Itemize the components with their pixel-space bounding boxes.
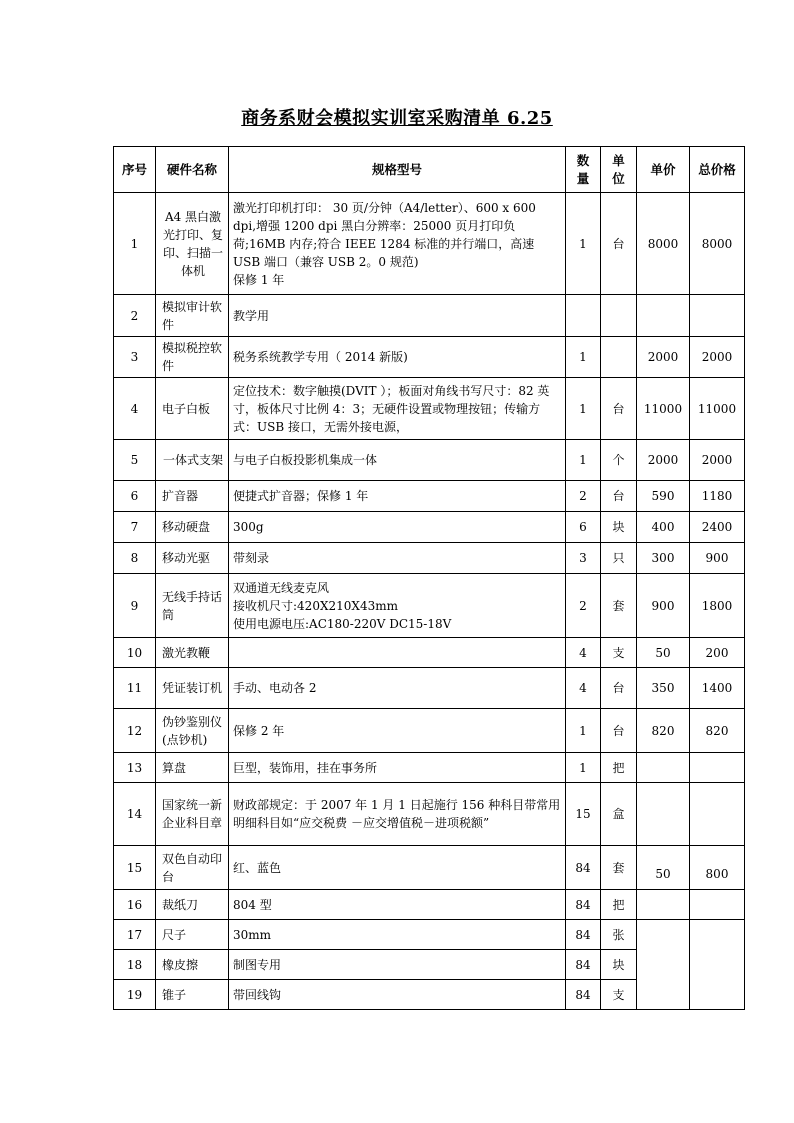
row-total: 1400 (690, 668, 745, 709)
row-total (690, 783, 745, 846)
row-unit: 把 (601, 890, 637, 920)
row-total: 1180 (690, 481, 745, 512)
row-spec: 红、蓝色 (229, 846, 566, 890)
header-qty: 数量 (566, 147, 601, 193)
row-index: 16 (114, 890, 156, 920)
row-name: 双色自动印台 (156, 846, 229, 890)
row-name: 模拟税控软件 (156, 337, 229, 378)
row-total: 200 (690, 638, 745, 668)
row-unit: 块 (601, 950, 637, 980)
row-name: A4 黑白激光打印、复印、扫描一体机 (156, 193, 229, 295)
row-spec: 带刻录 (229, 543, 566, 574)
row-name: 锥子 (156, 980, 229, 1010)
table-row (114, 295, 745, 337)
spec-line: 保修 1 年 (233, 272, 285, 287)
row-unit (601, 337, 637, 378)
table-row (114, 638, 745, 668)
table-row (114, 574, 745, 638)
row-index: 17 (114, 920, 156, 950)
row-qty: 2 (566, 481, 601, 512)
row-index: 6 (114, 481, 156, 512)
spec-line: 接收机尺寸:420X210X43mm (233, 598, 398, 613)
row-qty: 3 (566, 543, 601, 574)
row-qty: 2 (566, 574, 601, 638)
table-row (114, 890, 745, 920)
row-name: 橡皮擦 (156, 950, 229, 980)
row-spec: 财政部规定：于 2007 年 1 月 1 日起施行 156 种科目带常用明细科目如“应交税费 －应交增值税－进项税额” (229, 783, 566, 846)
row-price (637, 783, 690, 846)
row-price: 400 (637, 512, 690, 543)
row-qty: 84 (566, 950, 601, 980)
row-unit: 套 (601, 846, 637, 890)
table-row (114, 481, 745, 512)
row-spec: 804 型 (229, 890, 566, 920)
row-name: 算盘 (156, 753, 229, 783)
row-spec: 手动、电动各 2 (229, 668, 566, 709)
row-index: 8 (114, 543, 156, 574)
row-spec: 教学用 (229, 295, 566, 337)
row-spec: 300g (229, 512, 566, 543)
row-total: 1800 (690, 574, 745, 638)
row-unit: 台 (601, 378, 637, 440)
table-row (114, 846, 745, 890)
row-price: 11000 (637, 378, 690, 440)
table-row (114, 512, 745, 543)
row-unit: 盒 (601, 783, 637, 846)
header-row (114, 147, 745, 193)
row-price: 2000 (637, 337, 690, 378)
row-qty: 15 (566, 783, 601, 846)
table-row (114, 543, 745, 574)
row-unit: 台 (601, 481, 637, 512)
row-spec: 便捷式扩音器；保修 1 年 (229, 481, 566, 512)
row-total (690, 753, 745, 783)
row-name: 电子白板 (156, 378, 229, 440)
row-spec: 带回线钩 (229, 980, 566, 1010)
row-index: 1 (114, 193, 156, 295)
row-spec: 定位技术：数字触摸(DVIT ）；板面对角线书写尺寸：82 英寸，板体尺寸比例 4：3；无硬件设置或物理按钮；传输方式：USB 接口，无需外接电源， (229, 378, 566, 440)
row-spec (229, 574, 566, 638)
row-name: 移动硬盘 (156, 512, 229, 543)
row-unit: 套 (601, 574, 637, 638)
row-qty: 84 (566, 846, 601, 890)
row-qty: 4 (566, 668, 601, 709)
row-price: 590 (637, 481, 690, 512)
spec-line: 使用电源电压:AC180-220V DC15-18V (233, 616, 452, 631)
row-index: 13 (114, 753, 156, 783)
row-index: 5 (114, 440, 156, 481)
row-qty: 84 (566, 920, 601, 950)
row-name: 移动光驱 (156, 543, 229, 574)
row-qty: 1 (566, 753, 601, 783)
row-index: 10 (114, 638, 156, 668)
row-qty: 1 (566, 378, 601, 440)
row-spec: 税务系统教学专用（ 2014 新版) (229, 337, 566, 378)
row-name: 尺子 (156, 920, 229, 950)
row-total: 820 (690, 709, 745, 753)
row-qty (566, 295, 601, 337)
row-qty: 1 (566, 337, 601, 378)
row-price (637, 753, 690, 783)
row-total: 2400 (690, 512, 745, 543)
row-qty: 1 (566, 193, 601, 295)
row-price: 2000 (637, 440, 690, 481)
row-price: 350 (637, 668, 690, 709)
row-spec: 与电子白板投影机集成一体 (229, 440, 566, 481)
row-name: 凭证装订机 (156, 668, 229, 709)
row-price: 820 (637, 709, 690, 753)
row-total: 11000 (690, 378, 745, 440)
row-unit: 台 (601, 193, 637, 295)
header-name: 硬件名称 (156, 147, 229, 193)
row-name: 一体式支架 (156, 440, 229, 481)
row-index: 11 (114, 668, 156, 709)
row-total-merged (690, 920, 745, 1010)
row-qty: 4 (566, 638, 601, 668)
row-name: 模拟审计软件 (156, 295, 229, 337)
row-spec (229, 638, 566, 668)
row-qty: 1 (566, 440, 601, 481)
row-name: 国家统一新企业科目章 (156, 783, 229, 846)
row-price: 300 (637, 543, 690, 574)
row-name: 裁纸刀 (156, 890, 229, 920)
purchase-table (113, 146, 745, 1010)
row-price: 900 (637, 574, 690, 638)
header-unit: 单位 (601, 147, 637, 193)
table-row (114, 440, 745, 481)
row-total (690, 890, 745, 920)
row-index: 3 (114, 337, 156, 378)
row-unit (601, 295, 637, 337)
row-spec: 巨型，装饰用，挂在事务所 (229, 753, 566, 783)
row-total: 800 (690, 846, 745, 890)
row-price (637, 890, 690, 920)
row-unit: 支 (601, 638, 637, 668)
row-index: 2 (114, 295, 156, 337)
header-total: 总价格 (690, 147, 745, 193)
row-name: 无线手持话筒 (156, 574, 229, 638)
row-index: 9 (114, 574, 156, 638)
row-qty: 84 (566, 890, 601, 920)
row-price (637, 295, 690, 337)
row-total: 8000 (690, 193, 745, 295)
row-total: 2000 (690, 440, 745, 481)
row-spec: 制图专用 (229, 950, 566, 980)
row-unit: 个 (601, 440, 637, 481)
header-spec: 规格型号 (229, 147, 566, 193)
row-qty: 6 (566, 512, 601, 543)
row-qty: 1 (566, 709, 601, 753)
row-total: 2000 (690, 337, 745, 378)
table-row (114, 337, 745, 378)
row-index: 14 (114, 783, 156, 846)
row-total: 900 (690, 543, 745, 574)
table-row (114, 753, 745, 783)
row-unit: 把 (601, 753, 637, 783)
row-name: 扩音器 (156, 481, 229, 512)
row-index: 12 (114, 709, 156, 753)
row-price: 8000 (637, 193, 690, 295)
row-spec (229, 193, 566, 295)
row-price: 50 (637, 638, 690, 668)
row-unit: 张 (601, 920, 637, 950)
row-price-merged (637, 920, 690, 1010)
row-spec: 30mm (229, 920, 566, 950)
table-row (114, 709, 745, 753)
table-row (114, 668, 745, 709)
row-unit: 台 (601, 668, 637, 709)
row-qty: 84 (566, 980, 601, 1010)
row-unit: 支 (601, 980, 637, 1010)
row-index: 7 (114, 512, 156, 543)
table-row (114, 193, 745, 295)
header-index: 序号 (114, 147, 156, 193)
row-unit: 台 (601, 709, 637, 753)
spec-line: 激光打印机打印： 30 页/分钟（A4/letter）、600 x 600 dpi,增强 1200 dpi 黑白分辨率：25000 页月打印负荷;16MB 内存;符合 IEEE 1284 标准的并行端口，高速 USB 端口（兼容 USB 2。0 规范) (233, 200, 536, 269)
row-name: 激光教鞭 (156, 638, 229, 668)
row-spec: 保修 2 年 (229, 709, 566, 753)
row-index: 15 (114, 846, 156, 890)
header-price: 单价 (637, 147, 690, 193)
row-unit: 只 (601, 543, 637, 574)
row-total (690, 295, 745, 337)
row-index: 4 (114, 378, 156, 440)
row-unit: 块 (601, 512, 637, 543)
table-row (114, 920, 745, 950)
spec-line: 双通道无线麦克风 (233, 580, 330, 595)
document-title: 商务系财会模拟实训室采购清单 6.25 (241, 108, 553, 129)
table-row (114, 783, 745, 846)
row-price: 50 (637, 846, 690, 890)
row-index: 19 (114, 980, 156, 1010)
row-index: 18 (114, 950, 156, 980)
table-row (114, 378, 745, 440)
row-name: 伪钞鉴别仪(点钞机) (156, 709, 229, 753)
